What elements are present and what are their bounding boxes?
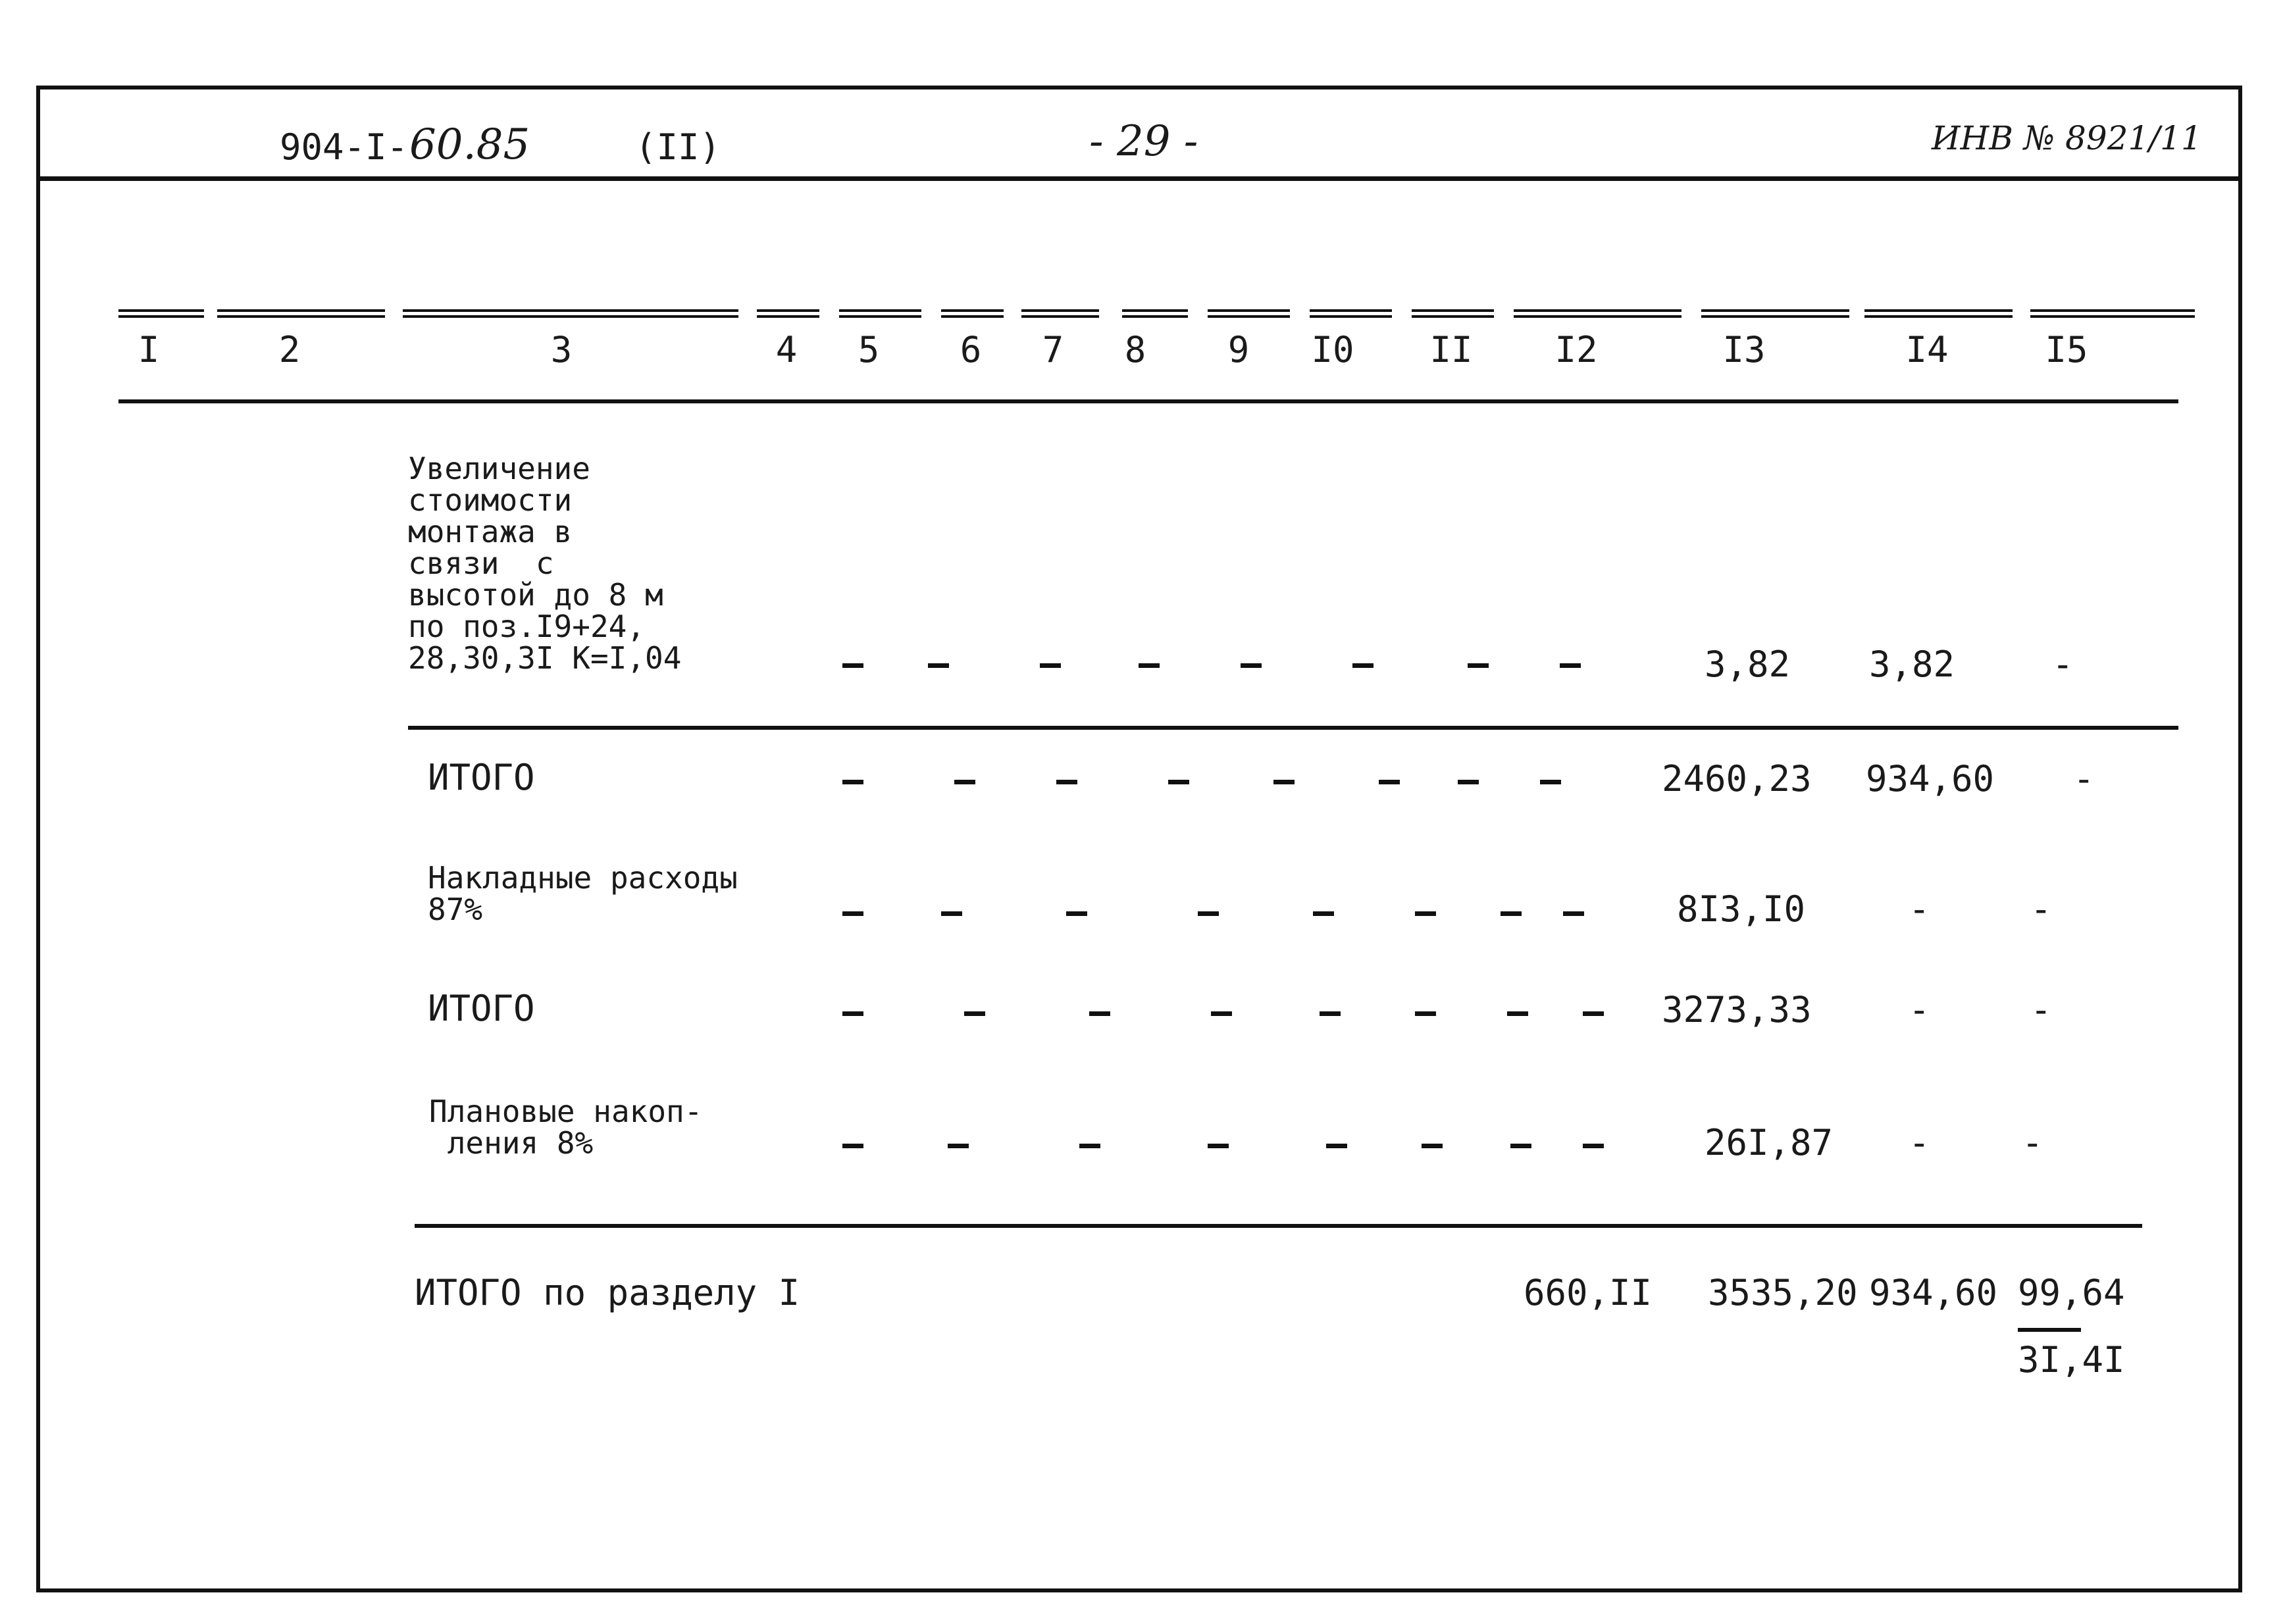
cell-col-13: 3,82 [1705,644,1791,685]
column-number: I0 [1311,329,1354,370]
dash [1501,911,1522,916]
dash [1211,1011,1232,1016]
dash [1320,1011,1341,1016]
column-number: 2 [278,329,301,370]
header-rule-col-7 [1021,309,1099,318]
column-number: II [1429,329,1473,370]
dash [1510,1144,1531,1148]
cell-col-13: 26I,87 [1705,1122,1834,1163]
cell-col-15: - [2052,644,2074,685]
cell-col-15: - [2030,989,2052,1030]
row-label: ИТОГО [428,757,535,798]
fraction-line [2018,1328,2081,1332]
dash [1241,663,1262,668]
column-number: 6 [960,329,982,370]
dash [1422,1144,1443,1148]
header-rule-col-10 [1310,309,1392,318]
dash [928,663,949,668]
header-rule-col-4 [757,309,819,318]
dash [1273,780,1295,784]
dash [1563,911,1584,916]
dash [1208,1144,1229,1148]
dash [1415,1011,1436,1016]
dash [948,1144,969,1148]
header-rule-col-6 [941,309,1004,318]
dash [842,780,863,784]
dash [842,1011,863,1016]
dash [842,911,863,916]
cell-col-14: 3,82 [1869,644,1955,685]
dash [1540,780,1561,784]
total-col-13: 3535,20 [1708,1272,1858,1313]
dash [1352,663,1374,668]
section-rule [415,1224,2142,1228]
dash [1379,780,1400,784]
header-rule-col-3 [403,309,738,318]
inventory-number: ИНВ № 8921/11 [1932,119,2202,157]
dash [1139,663,1160,668]
cell-col-14: 934,60 [1866,758,1995,799]
header-rule-col-13 [1701,309,1849,318]
dash [842,663,863,668]
header-rule-col-14 [1864,309,2013,318]
dash [1415,911,1436,916]
row-label: Плановые накоп- ления 8% [429,1094,703,1161]
cell-col-15: - [2030,888,2052,930]
header-bottom-rule [118,399,2178,403]
header-rule-col-9 [1208,309,1290,318]
cell-col-14: - [1909,989,1930,1030]
column-number: I3 [1722,329,1766,370]
column-number: 5 [858,329,880,370]
dash [1468,663,1489,668]
dash [1089,1011,1110,1016]
cell-col-15: - [2073,758,2095,799]
column-number: I2 [1554,329,1598,370]
column-number: I4 [1905,329,1949,370]
dash [1560,663,1581,668]
column-number: 8 [1124,329,1146,370]
row-label: ИТОГО [428,988,535,1029]
dash [1066,911,1087,916]
dash [842,1144,863,1148]
dash [1507,1011,1528,1016]
column-number: 7 [1042,329,1064,370]
cell-col-13: 3273,33 [1662,989,1812,1030]
dash [1056,780,1077,784]
dash [1458,780,1479,784]
header-rule-col-12 [1514,309,1682,318]
doc-code-prefix: 904-I- [280,126,409,168]
total-col-12: 660,II [1524,1272,1653,1313]
dash [964,1011,985,1016]
column-number: I5 [2045,329,2088,370]
dash [1040,663,1061,668]
header-rule-col-8 [1122,309,1188,318]
cell-col-14: - [1909,1122,1930,1163]
doc-code-handwritten: 60.85 [409,120,530,169]
header-rule-col-2 [217,309,385,318]
column-number: 3 [550,329,573,370]
dash [1313,911,1334,916]
row-label: Увеличение стоимости монтажа в связи с высотой до 8 м по поз.I9+24, 28,30,3I K=I,04 [408,451,682,676]
dash [1079,1144,1100,1148]
total-col-14: 934,60 [1869,1272,1998,1313]
dash [1326,1144,1347,1148]
header-rule-col-1 [118,309,204,318]
dash [1198,911,1219,916]
total-col-15-top: 99,64 [2018,1272,2125,1313]
header-rule-col-11 [1412,309,1494,318]
dash [954,780,975,784]
row-label: Накладные расходы 87% [428,860,738,927]
dash [1583,1011,1604,1016]
cell-col-13: 2460,23 [1662,758,1812,799]
page-number: - 29 - [1089,117,1198,166]
dash [1583,1144,1604,1148]
section-total-label: ИТОГО по разделу I [415,1272,800,1313]
column-number: 9 [1227,329,1250,370]
cell-col-13: 8I3,I0 [1677,888,1806,930]
dash [1168,780,1189,784]
column-number: I [138,329,160,370]
dash [941,911,962,916]
header-rule [36,176,2242,181]
cell-col-15: - [2022,1122,2043,1163]
header-rule-col-15 [2030,309,2195,318]
section-rule [408,726,2178,730]
header-rule-col-5 [839,309,921,318]
total-col-15-bottom: 3I,4I [2018,1339,2125,1381]
column-number: 4 [775,329,798,370]
doc-code-suffix: (II) [635,126,721,168]
cell-col-14: - [1909,888,1930,930]
